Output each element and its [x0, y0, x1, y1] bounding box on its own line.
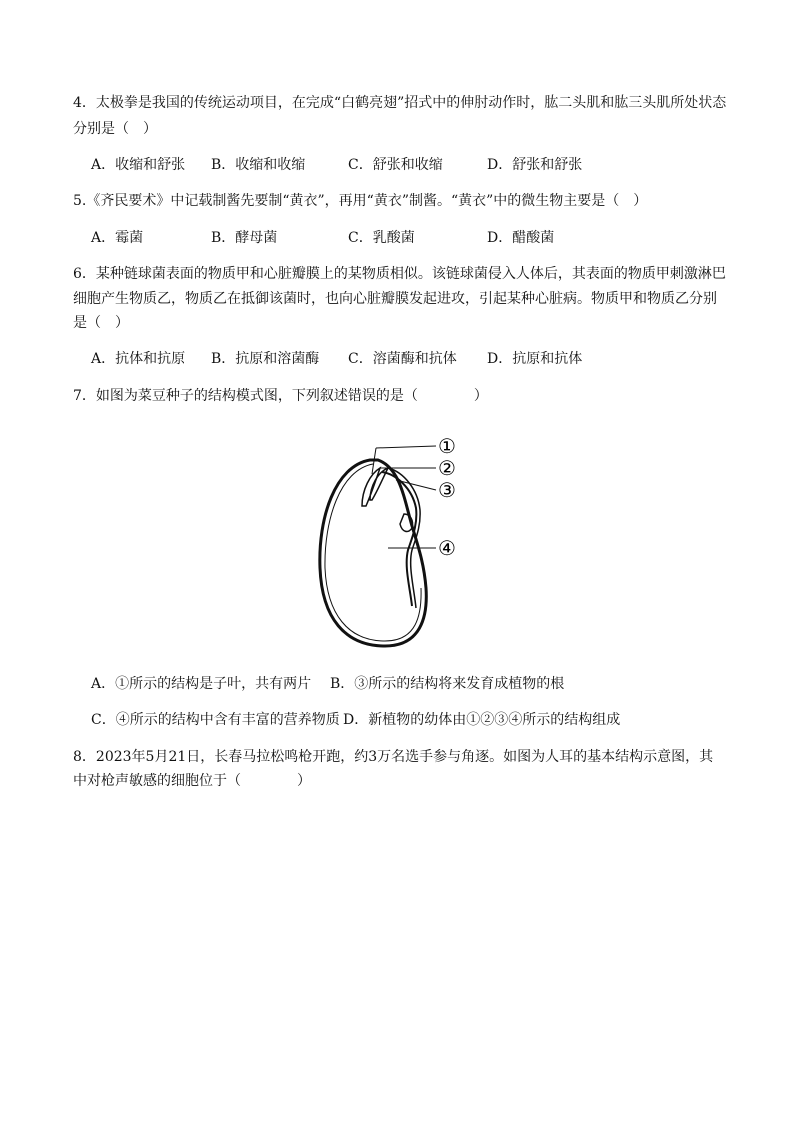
q7-option-b: B．③所示的结构将来发育成植物的根 — [330, 676, 565, 692]
figure-label-3: ③ — [438, 478, 456, 502]
q5-option-c: C．乳酸菌 — [348, 230, 415, 246]
figure-label-4: ④ — [438, 536, 456, 560]
q7-option-c: C．④所示的结构中含有丰富的营养物质 — [91, 712, 340, 728]
q6-stem-line1: 6．某种链球菌表面的物质甲和心脏瓣膜上的某物质相似。该链球菌侵入人体后，其表面的物质甲刺激淋巴 — [73, 266, 726, 282]
q6-option-d: D．抗原和抗体 — [487, 351, 583, 367]
q7-option-d: D．新植物的幼体由①②③④所示的结构组成 — [343, 712, 621, 728]
q4-stem-line2: 分别是（ ） — [73, 121, 157, 137]
q4-option-d: D．舒张和舒张 — [487, 157, 583, 173]
figure-label-1: ① — [438, 434, 456, 458]
q6-stem-line2: 细胞产生物质乙，物质乙在抵御该菌时，也向心脏瓣膜发起进攻，引起某种心脏病。物质甲和物质乙分别 — [73, 291, 717, 307]
q8-stem-line1: 8．2023年5月21日，长春马拉松鸣枪开跑，约3万名选手参与角逐。如图为人耳的基本结构示意图，其 — [73, 749, 714, 765]
q6-option-c: C．溶菌酶和抗体 — [348, 351, 457, 367]
embryo-hypocotyl — [382, 472, 416, 606]
q5-option-b: B．酵母菌 — [211, 230, 278, 246]
q5-option-a: A．霉菌 — [91, 230, 144, 246]
q4-option-c: C．舒张和收缩 — [348, 157, 443, 173]
q8-stem-line2: 中对枪声敏感的细胞位于（ ） — [73, 773, 311, 789]
q5-option-d: D．醋酸菌 — [487, 230, 555, 246]
q6-option-b: B．抗原和溶菌酶 — [211, 351, 320, 367]
q7-option-a: A．①所示的结构是子叶，共有两片 — [91, 676, 312, 692]
figure-label-2: ② — [438, 456, 456, 480]
q4-stem-line1: 4．太极拳是我国的传统运动项目，在完成“白鹤亮翅”招式中的伸肘动作时，肱二头肌和肱三头肌所处状态 — [73, 95, 727, 111]
q5-stem-line1: 5.《齐民要术》中记载制酱先要制“黄衣”，再用“黄衣”制酱。“黄衣”中的微生物主要是（ ） — [73, 193, 648, 209]
bean-seed-diagram — [300, 428, 480, 653]
q4-option-a: A．收缩和舒张 — [91, 157, 186, 173]
q6-option-a: A．抗体和抗原 — [91, 351, 186, 367]
q4-option-b: B．收缩和收缩 — [211, 157, 306, 173]
q7-stem-line1: 7．如图为菜豆种子的结构模式图，下列叙述错误的是（ ） — [73, 388, 488, 404]
q6-stem-line3: 是（ ） — [73, 315, 129, 331]
